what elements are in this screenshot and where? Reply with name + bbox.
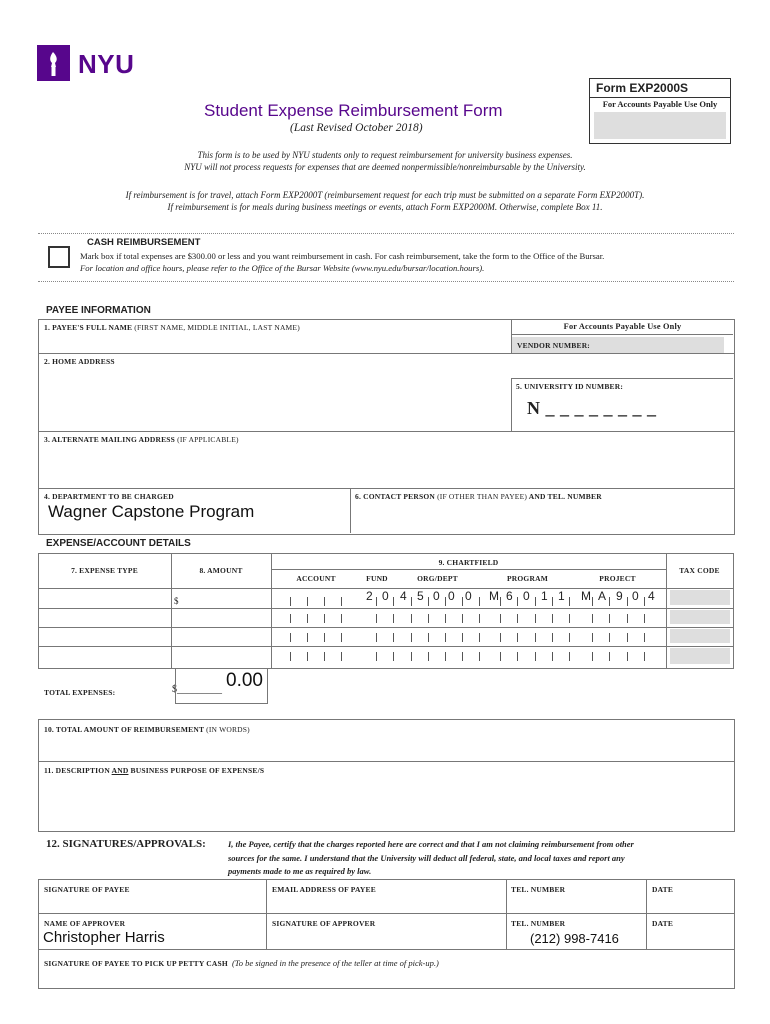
org-digit[interactable]: 0 <box>465 589 472 603</box>
col-amount: 8. AMOUNT <box>199 566 243 575</box>
description-field[interactable] <box>40 778 730 828</box>
approver-tel-field[interactable]: (212) 998-7416 <box>530 931 619 946</box>
tax-code-field[interactable] <box>670 590 730 605</box>
digit-separator <box>393 652 394 661</box>
digit-separator <box>479 614 480 623</box>
petty-cash-signature-field[interactable] <box>40 965 730 985</box>
digit-separator <box>393 597 394 606</box>
form-id-box <box>589 78 731 144</box>
digit-separator <box>445 614 446 623</box>
digit-separator <box>462 652 463 661</box>
approver-name-field[interactable]: Christopher Harris <box>43 929 165 946</box>
tax-code-field[interactable] <box>670 610 730 624</box>
ap-use-title: For Accounts Payable Use Only <box>563 322 682 331</box>
digit-separator <box>445 633 446 642</box>
digit-separator <box>307 633 308 642</box>
digit-separator <box>428 597 429 606</box>
project-digit[interactable]: A <box>598 589 607 603</box>
digit-separator <box>552 633 553 642</box>
digit-separator <box>341 614 342 623</box>
col-org-dept: ORG/DEPT <box>417 574 458 583</box>
petty-cash-label: SIGNATURE OF PAYEE TO PICK UP PETTY CASH (To be signed in the presence of the teller at time of pick-up.) <box>44 958 439 968</box>
digit-separator <box>324 597 325 606</box>
tax-code-field[interactable] <box>670 648 730 664</box>
digit-separator <box>592 652 593 661</box>
digit-separator <box>535 597 536 606</box>
payee-date-label: DATE <box>652 885 674 894</box>
program-digit[interactable]: 6 <box>506 589 513 603</box>
digit-separator <box>307 597 308 606</box>
approver-name-label: NAME OF APPROVER <box>44 919 126 928</box>
digit-separator <box>517 633 518 642</box>
payee-tel-label: TEL. NUMBER <box>511 885 566 894</box>
digit-separator <box>535 652 536 661</box>
contact-person-field[interactable] <box>351 503 733 532</box>
col-project: PROJECT <box>599 574 636 583</box>
digit-separator <box>535 633 536 642</box>
payee-signature-field[interactable] <box>40 896 264 912</box>
program-digit[interactable]: 1 <box>541 589 548 603</box>
payee-tel-field[interactable] <box>508 896 644 912</box>
payee-date-field[interactable] <box>648 896 731 912</box>
digit-separator <box>445 652 446 661</box>
digit-separator <box>411 633 412 642</box>
digit-separator <box>290 597 291 606</box>
digit-separator <box>552 652 553 661</box>
university-id-field[interactable]: N _ _ _ _ _ _ _ _ <box>527 398 657 418</box>
digit-separator <box>609 652 610 661</box>
revision-date: (Last Revised October 2018) <box>290 122 423 134</box>
digit-separator <box>428 633 429 642</box>
digit-separator <box>393 614 394 623</box>
digit-separator <box>592 597 593 606</box>
digit-separator <box>290 633 291 642</box>
digit-separator <box>500 652 501 661</box>
cash-line-1: Mark box if total expenses are $300.00 or less and you want reimbursement in cash. For cash reimbursement, take the form to the Office of the Bursar. <box>80 251 605 261</box>
ap-use-field[interactable] <box>594 112 726 139</box>
digit-separator <box>376 597 377 606</box>
digit-separator <box>535 614 536 623</box>
home-address-label: 2. HOME ADDRESS <box>44 357 115 366</box>
payee-heading: PAYEE INFORMATION <box>46 305 151 316</box>
org-digit[interactable]: 4 <box>400 589 407 603</box>
approver-date-field[interactable] <box>648 930 731 947</box>
digit-separator <box>500 597 501 606</box>
digit-separator <box>609 633 610 642</box>
digit-separator <box>627 597 628 606</box>
total-expenses-value[interactable]: 0.00 <box>226 670 263 691</box>
digit-separator <box>479 633 480 642</box>
reimbursement-words-field[interactable] <box>40 736 730 758</box>
digit-separator <box>644 614 645 623</box>
total-dollar-prefix: $_________ <box>172 684 222 695</box>
digit-separator <box>324 633 325 642</box>
project-digit[interactable]: 9 <box>616 589 623 603</box>
contact-person-label: 6. CONTACT PERSON (IF OTHER THAN PAYEE) AND TEL. NUMBER <box>355 492 602 501</box>
form-title: Student Expense Reimbursement Form <box>204 101 503 120</box>
alt-address-label: 3. ALTERNATE MAILING ADDRESS (IF APPLICABLE) <box>44 435 239 444</box>
col-program: PROGRAM <box>507 574 548 583</box>
digit-separator <box>479 597 480 606</box>
payee-name-label: 1. PAYEE'S FULL NAME (FIRST NAME, MIDDLE INITIAL, LAST NAME) <box>44 323 300 332</box>
cash-line-2: For location and office hours, please refer to the Office of the Bursar Website (www.nyu.edu/bursar/location.hours). <box>80 263 485 273</box>
box-11-label: 11. DESCRIPTION AND BUSINESS PURPOSE OF EXPENSE/S <box>44 766 265 775</box>
digit-separator <box>569 633 570 642</box>
payee-name-field[interactable] <box>39 334 511 352</box>
digit-separator <box>411 597 412 606</box>
digit-separator <box>517 614 518 623</box>
col-chartfield: 9. CHARTFIELD <box>438 558 499 567</box>
digit-separator <box>341 652 342 661</box>
department-field[interactable]: Wagner Capstone Program <box>48 502 255 521</box>
digit-separator <box>500 633 501 642</box>
digit-separator <box>324 614 325 623</box>
university-id-label: 5. UNIVERSITY ID NUMBER: <box>516 382 624 391</box>
col-tax-code: TAX CODE <box>679 566 720 575</box>
digit-separator <box>500 614 501 623</box>
digit-separator <box>517 652 518 661</box>
digit-separator <box>341 597 342 606</box>
box-10-label: 10. TOTAL AMOUNT OF REIMBURSEMENT (IN WORDS) <box>44 725 250 734</box>
org-digit[interactable]: 5 <box>417 589 424 603</box>
nyu-logo <box>37 45 137 81</box>
approver-signature-field[interactable] <box>268 930 504 947</box>
cash-checkbox[interactable] <box>48 246 70 268</box>
approver-signature-label: SIGNATURE OF APPROVER <box>272 919 376 928</box>
form-id: Form EXP2000S <box>590 79 730 98</box>
digit-separator <box>428 614 429 623</box>
digit-separator <box>411 614 412 623</box>
certification-line-3: payments made to me as required by law. <box>228 866 372 876</box>
digit-separator <box>517 597 518 606</box>
digit-separator <box>462 597 463 606</box>
digit-separator <box>341 633 342 642</box>
digit-separator <box>428 652 429 661</box>
program-digit[interactable]: M <box>489 589 499 603</box>
digit-separator <box>290 652 291 661</box>
digit-separator <box>627 633 628 642</box>
project-digit[interactable]: M <box>581 589 591 603</box>
vendor-number-label: VENDOR NUMBER: <box>517 341 591 350</box>
nyu-wordmark: NYU <box>78 49 135 79</box>
digit-separator <box>569 614 570 623</box>
digit-separator <box>411 652 412 661</box>
program-digit[interactable]: 0 <box>523 589 530 603</box>
col-account: ACCOUNT <box>296 574 336 583</box>
home-address-field[interactable] <box>39 367 511 429</box>
cash-title: CASH REIMBURSEMENT <box>87 237 201 248</box>
fund-digit[interactable]: 0 <box>382 589 389 603</box>
certification-line-2: sources for the same. I understand that the University will deduct all federal, state, and local taxes and report any <box>228 853 625 863</box>
signatures-heading: 12. SIGNATURES/APPROVALS: <box>46 838 206 850</box>
intro-line-3: If reimbursement is for travel, attach Form EXP2000T (reimbursement request for each trip must be submitted on a separate Form EXP2000T). <box>125 190 645 200</box>
project-digit[interactable]: 4 <box>648 589 655 603</box>
digit-separator <box>445 597 446 606</box>
digit-separator <box>644 652 645 661</box>
project-digit[interactable]: 0 <box>632 589 639 603</box>
col-fund: FUND <box>366 574 388 583</box>
digit-separator <box>592 614 593 623</box>
digit-separator <box>627 614 628 623</box>
fund-digit[interactable]: 2 <box>366 589 373 603</box>
digit-separator <box>569 652 570 661</box>
digit-separator <box>609 614 610 623</box>
digit-separator <box>462 633 463 642</box>
digit-separator <box>376 652 377 661</box>
intro-line-1: This form is to be used by NYU students only to request reimbursement for university business expenses. <box>197 150 573 160</box>
digit-separator <box>307 614 308 623</box>
digit-separator <box>552 614 553 623</box>
digit-separator <box>307 652 308 661</box>
digit-separator <box>609 597 610 606</box>
org-digit[interactable]: 0 <box>448 589 455 603</box>
digit-separator <box>376 614 377 623</box>
digit-separator <box>644 633 645 642</box>
digit-separator <box>290 614 291 623</box>
approver-tel-label: TEL. NUMBER <box>511 919 566 928</box>
amount-dollar-sign: $ <box>174 596 179 606</box>
col-expense-type: 7. EXPENSE TYPE <box>71 566 138 575</box>
payee-email-field[interactable] <box>268 896 504 912</box>
intro-line-4: If reimbursement is for meals during business meetings or events, attach Form EXP2000M. Otherwise, complete Box 11. <box>167 202 603 212</box>
digit-separator <box>324 652 325 661</box>
digit-separator <box>393 633 394 642</box>
digit-separator <box>592 633 593 642</box>
payee-email-label: EMAIL ADDRESS OF PAYEE <box>272 885 376 894</box>
digit-separator <box>569 597 570 606</box>
alt-address-field[interactable] <box>39 446 733 486</box>
expense-heading: EXPENSE/ACCOUNT DETAILS <box>46 538 191 549</box>
ap-use-only-label: For Accounts Payable Use Only <box>602 99 718 109</box>
payee-signature-label: SIGNATURE OF PAYEE <box>44 885 130 894</box>
digit-separator <box>552 597 553 606</box>
certification-line-1: I, the Payee, certify that the charges reported here are correct and that I am not claiming reimbursement from other <box>228 839 634 849</box>
intro-line-2: NYU will not process requests for expenses that are deemed nonpermissible/nonreimbursable by the University. <box>184 162 586 172</box>
digit-separator <box>479 652 480 661</box>
department-label: 4. DEPARTMENT TO BE CHARGED <box>44 492 174 501</box>
program-digit[interactable]: 1 <box>558 589 565 603</box>
digit-separator <box>627 652 628 661</box>
approver-date-label: DATE <box>652 919 674 928</box>
tax-code-field[interactable] <box>670 629 730 643</box>
total-expenses-label: TOTAL EXPENSES: <box>44 688 116 697</box>
digit-separator <box>644 597 645 606</box>
digit-separator <box>462 614 463 623</box>
org-digit[interactable]: 0 <box>433 589 440 603</box>
digit-separator <box>376 633 377 642</box>
torch-icon <box>37 45 70 81</box>
